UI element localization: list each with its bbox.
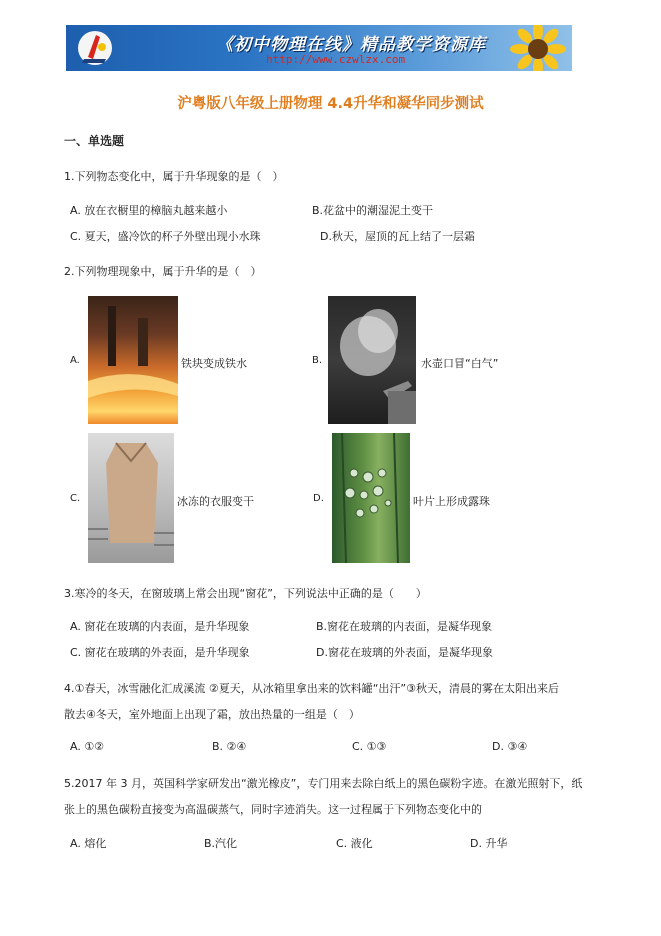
question-2-option-b-letter: B. (312, 355, 323, 366)
question-2-option-a-letter: A. (70, 355, 80, 366)
question-3-option-a[interactable]: A. 窗花在玻璃的内表面，是升华现象 (70, 620, 250, 633)
question-4-option-a[interactable]: A. ①② (70, 740, 105, 753)
question-1-option-c[interactable]: C. 夏天，盛冷饮的杯子外壁出现小水珠 (70, 230, 261, 243)
question-3-option-d[interactable]: D.窗花在玻璃的外表面，是凝华现象 (316, 646, 493, 659)
question-4-stem-line2: 散去④冬天，室外地面上出现了霜，放出热量的一组是（ ） (64, 708, 360, 721)
question-2-option-d-caption: 叶片上形成露珠 (413, 495, 490, 508)
question-4-option-c[interactable]: C. ①③ (352, 740, 387, 753)
question-2-option-a-caption: 铁块变成铁水 (181, 357, 247, 370)
question-3-option-b[interactable]: B.窗花在玻璃的内表面，是凝华现象 (316, 620, 493, 633)
question-2-option-c-caption: 冰冻的衣服变干 (177, 495, 254, 508)
question-4-option-d[interactable]: D. ③④ (492, 740, 528, 753)
kettle-steam-image[interactable] (328, 296, 416, 424)
section-heading: 一、单选题 (64, 134, 125, 148)
question-5-stem-line2: 张上的黑色碳粉直接变为高温碳蒸气，同时字迹消失。这一过程属于下列物态变化中的 (64, 803, 482, 816)
question-3-option-c[interactable]: C. 窗花在玻璃的外表面，是升华现象 (70, 646, 250, 659)
question-5-stem-line1: 5.2017 年 3 月，英国科学家研发出“激光橡皮”，专门用来去除白纸上的黑色碳粉字迹。在激光照射下，纸 (64, 777, 583, 790)
question-2-option-c-letter: C. (70, 493, 81, 504)
question-2-option-d-letter: D. (313, 493, 324, 504)
document-title: 沪粤版八年级上册物理 4.4升华和凝华同步测试 (177, 96, 484, 112)
question-4-option-b[interactable]: B. ②④ (212, 740, 247, 753)
leaf-dew-image[interactable] (332, 433, 410, 563)
question-2-option-b-caption: 水壶口冒“白气” (421, 357, 499, 370)
question-5-option-c[interactable]: C. 液化 (336, 837, 373, 850)
question-5-option-b[interactable]: B.汽化 (204, 837, 238, 850)
question-4-stem-line1: 4.①春天，冰雪融化汇成溪流 ②夏天，从冰箱里拿出来的饮料罐“出汗”③秋天，清晨的雾在太阳出来后 (64, 682, 559, 695)
sunflower-icon (508, 25, 568, 71)
banner-title: 《初中物理在线》精品教学资源库 (216, 35, 486, 55)
site-logo-icon (76, 29, 114, 67)
question-2-stem: 2.下列物理现象中，属于升华的是（ ） (64, 265, 262, 278)
frozen-clothes-image[interactable] (88, 433, 174, 563)
question-5-option-d[interactable]: D. 升华 (470, 837, 508, 850)
question-1-option-a[interactable]: A. 放在衣橱里的樟脑丸越来越小 (70, 204, 228, 217)
banner-url: http://www.czwlzx.com (266, 53, 406, 66)
question-1-stem: 1.下列物态变化中，属于升华现象的是（ ） (64, 170, 284, 183)
question-1-option-d[interactable]: D.秋天，屋顶的瓦上结了一层霜 (320, 230, 475, 243)
question-5-option-a[interactable]: A. 熔化 (70, 837, 107, 850)
question-3-stem: 3.寒冷的冬天，在窗玻璃上常会出现“窗花”，下列说法中正确的是（ ） (64, 587, 427, 600)
molten-iron-image[interactable] (88, 296, 178, 424)
question-1-option-b[interactable]: B.花盆中的潮湿泥土变干 (312, 204, 434, 217)
header-banner (66, 25, 572, 71)
